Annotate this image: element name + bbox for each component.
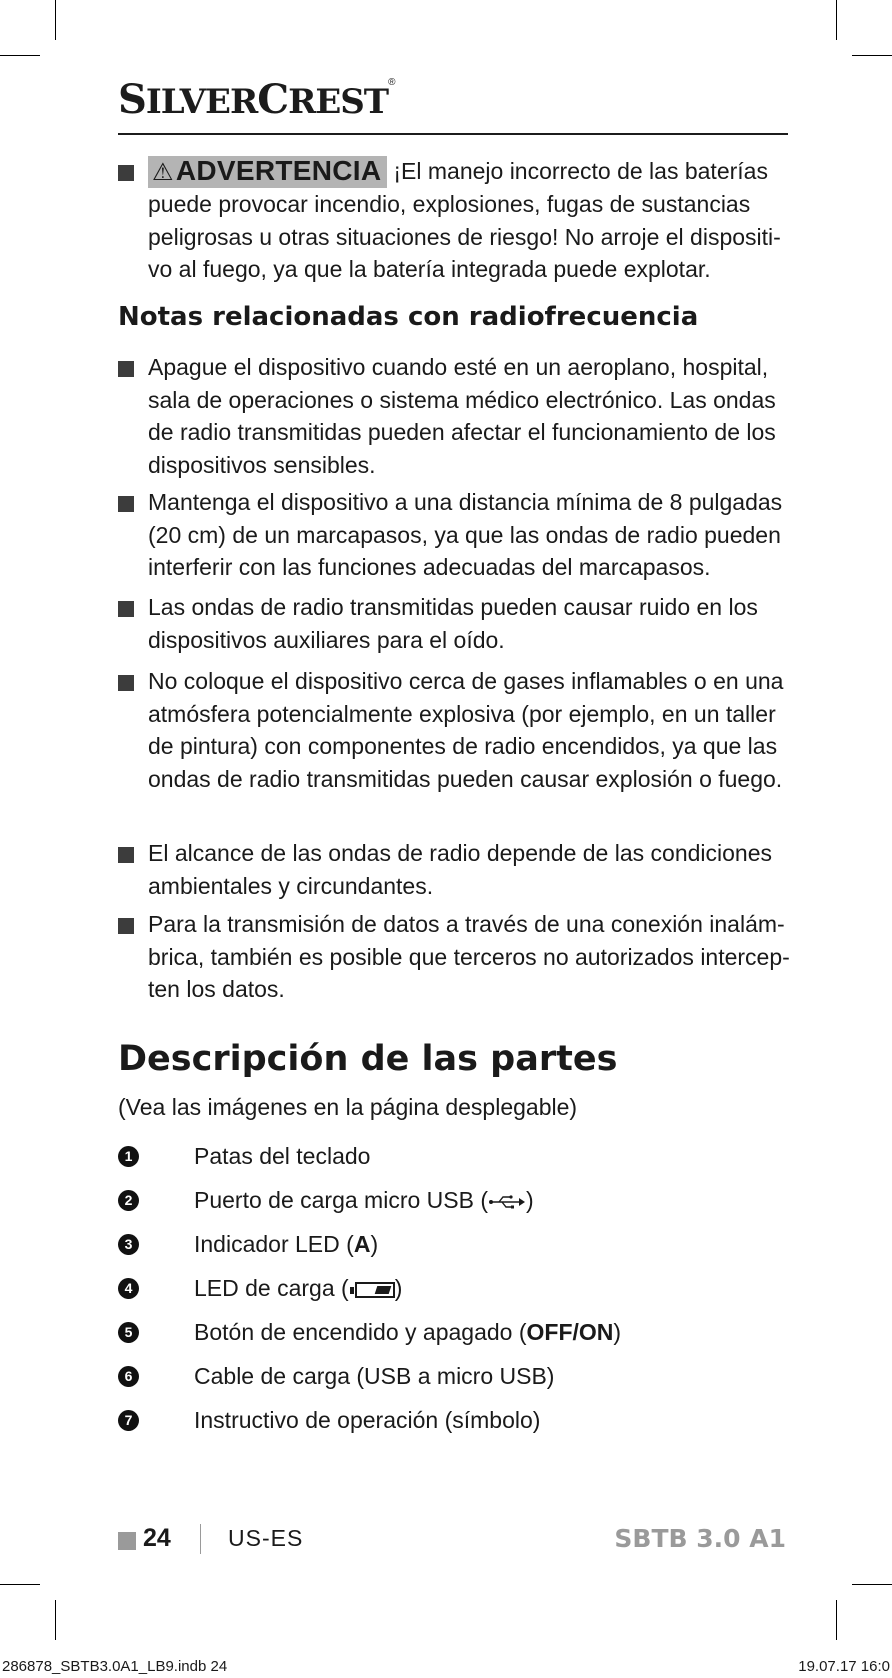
bullet-square — [118, 601, 134, 617]
parts-heading: Descripción de las partes — [118, 1039, 618, 1079]
bullet-square — [118, 675, 134, 691]
part-label: LED de carga ( ) — [194, 1275, 403, 1301]
part-number-badge: 3 — [118, 1234, 139, 1255]
warning-paragraph: ⚠ADVERTENCIA ¡El manejo incorrecto de las baterías puede provocar incendio, explosiones, fugas de sustancias peligrosas u otras situaciones de riesgo! No arroje el dispositi-vo al fuego, ya que la batería integrada puede explotar. — [148, 155, 781, 282]
part-label: Puerto de carga micro USB ( ) — [194, 1187, 534, 1213]
crop-mark — [836, 1600, 837, 1640]
radio-item: No coloque el dispositivo cerca de gases inflamables o en una atmósfera potencialmente explosiva (por ejemplo, en un taller de pintura) con componentes de radio encendidos, ya que las ondas de radio transmitidas pueden causar explosión o fuego. — [148, 668, 784, 792]
crop-mark — [55, 1600, 56, 1640]
crop-mark — [0, 55, 40, 56]
footer-separator — [200, 1524, 201, 1554]
radio-item: Las ondas de radio transmitidas pueden causar ruido en los dispositivos auxiliares para el oído. — [148, 594, 758, 653]
header-rule — [118, 133, 788, 135]
print-slug-file: 286878_SBTB3.0A1_LB9.indb 24 — [2, 1658, 228, 1675]
warning-badge: ⚠ADVERTENCIA — [148, 156, 387, 188]
model-number: SBTB 3.0 A1 — [614, 1524, 786, 1553]
radio-item: El alcance de las ondas de radio depende de las condiciones ambientales y circundantes. — [148, 840, 772, 899]
crop-mark — [0, 1584, 40, 1585]
battery-icon — [355, 1282, 395, 1298]
radio-item: Para la transmisión de datos a través de una conexión inalám-brica, también es posible que terceros no autorizados intercep-ten los datos. — [148, 911, 790, 1002]
part-label: Botón de encendido y apagado (OFF/ON) — [194, 1319, 622, 1345]
part-label: Instructivo de operación (símbolo) — [194, 1407, 541, 1433]
part-number-badge: 4 — [118, 1278, 139, 1299]
usb-icon — [488, 1195, 526, 1209]
part-number-badge: 5 — [118, 1322, 139, 1343]
page-number: 24 — [143, 1524, 171, 1552]
radio-heading: Notas relacionadas con radiofrecuencia — [118, 302, 699, 332]
warning-triangle-icon: ⚠ — [152, 159, 174, 186]
bullet-square — [118, 918, 134, 934]
part-number-badge: 6 — [118, 1366, 139, 1387]
brand-logo: SILVERCREST® — [118, 76, 395, 123]
radio-item: Apague el dispositivo cuando esté en un aeroplano, hospital, sala de operaciones o sistema médico electrónico. Las ondas de radio transmitidas pueden afectar el funcionamiento de los dispositivos sensibles. — [148, 354, 776, 478]
crop-mark — [55, 0, 56, 40]
bullet-square — [118, 165, 134, 181]
part-number-badge: 2 — [118, 1190, 139, 1211]
language-code: US-ES — [228, 1525, 304, 1551]
bullet-square — [118, 496, 134, 512]
part-label: Cable de carga (USB a micro USB) — [194, 1363, 555, 1389]
parts-subtitle: (Vea las imágenes en la página desplegable) — [118, 1094, 578, 1120]
crop-mark — [852, 55, 892, 56]
part-label: Indicador LED (A) — [194, 1231, 379, 1257]
part-label: Patas del teclado — [194, 1143, 371, 1169]
bullet-square — [118, 847, 134, 863]
part-number-badge: 7 — [118, 1410, 139, 1431]
radio-item: Mantenga el dispositivo a una distancia mínima de 8 pulgadas (20 cm) de un marcapasos, ya que las ondas de radio pueden interferir con las funciones adecuadas del marcapasos. — [148, 489, 783, 580]
bullet-square — [118, 361, 134, 377]
print-slug-date: 19.07.17 16:0 — [798, 1658, 890, 1675]
crop-mark — [852, 1584, 892, 1585]
part-number-badge: 1 — [118, 1146, 139, 1167]
footer-square — [118, 1532, 136, 1550]
crop-mark — [836, 0, 837, 40]
